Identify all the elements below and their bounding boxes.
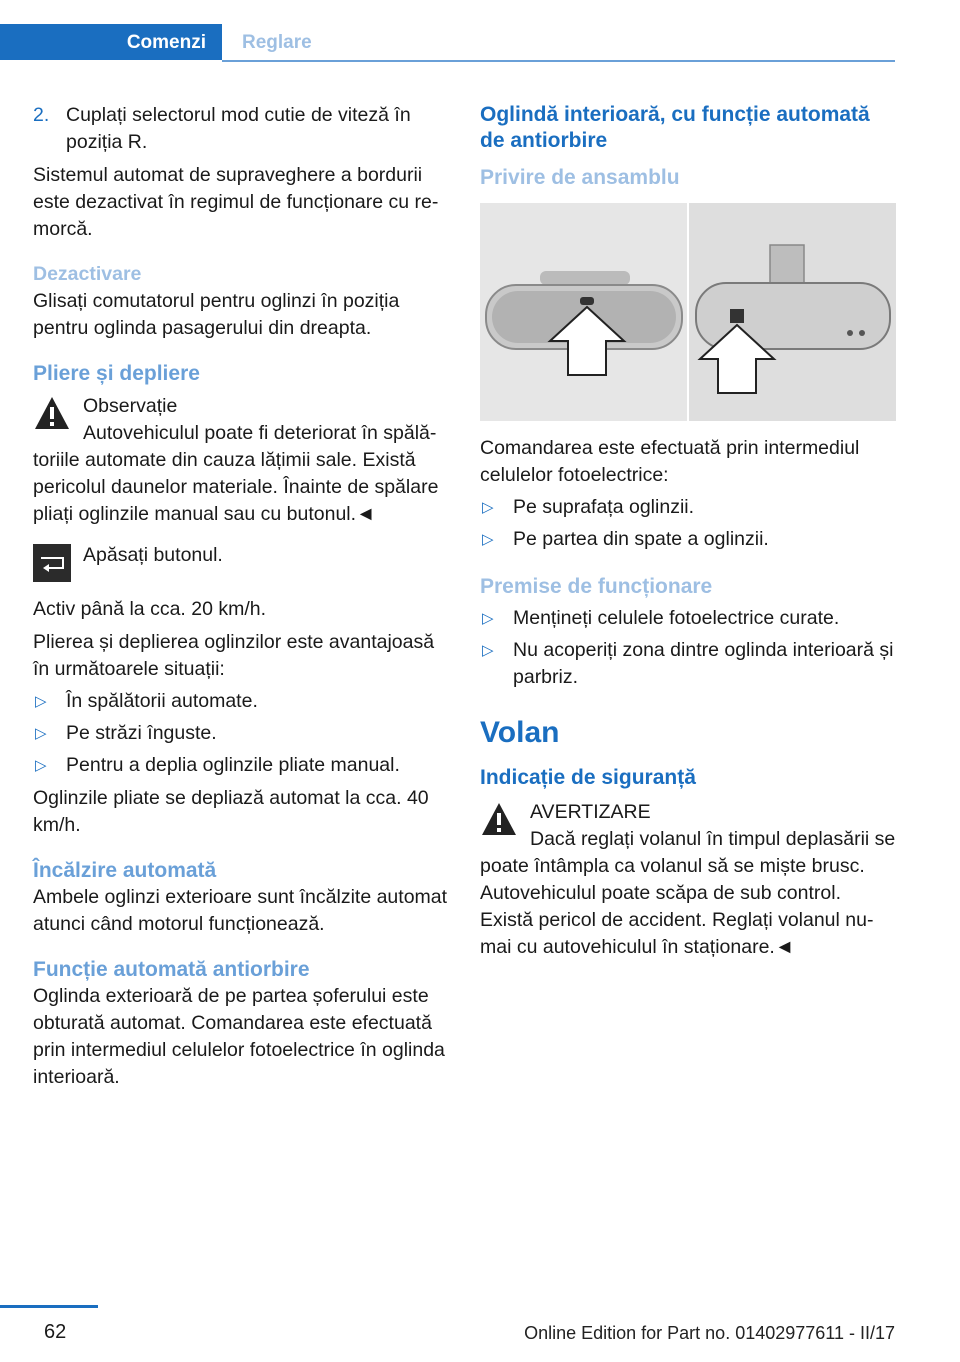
list-item: ▷ Pe suprafața oglinzii. (480, 494, 896, 521)
paragraph: Sistemul automat de supraveghere a bordurii este dezactivat în regimul de funcționare cu remorcă. (33, 164, 439, 240)
heading-indicatie: Indicație de siguranță (480, 766, 696, 789)
heading-pliere: Pliere și depliere (33, 362, 200, 385)
paragraph: Oglinzile pliate se depliază automat la cca. 40 km/h. (33, 787, 429, 836)
mirror-photo (480, 203, 896, 421)
heading-volan: Volan (480, 716, 560, 749)
mirror-fold-button-icon (33, 544, 71, 582)
footer-edition: Online Edition for Part no. 01402977611 - II/17 (524, 1323, 895, 1343)
warning-triangle-icon (33, 395, 71, 431)
heading-incalzire: Încălzire automată (33, 859, 217, 882)
tab-comenzi[interactable] (0, 24, 222, 60)
fold-button-row (33, 542, 448, 592)
header-tabs (0, 24, 895, 62)
note-body: Autovehiculul poate fi deteriorat în spălătoriile automate din cauza lățimii sale. Există pericolul daunelor materiale. Înainte de spălare pliați oglinzile manual sau cu butonul.◄ (33, 422, 439, 525)
heading-antiorbire: Funcție automată antiorbire (33, 958, 310, 981)
triangle-bullet-icon: ▷ (482, 610, 494, 627)
list-item: ▷ Pentru a deplia oglinzile pliate manual. (33, 752, 448, 779)
step-text: Cuplați selectorul mod cutie de viteză în poziția R. (66, 104, 411, 153)
list-item: ▷ Pe străzi înguste. (33, 720, 448, 747)
button-instruction: Apăsați butonul. (83, 544, 223, 566)
paragraph: Plierea și deplierea oglinzilor este avantajoasă în următoarele situații: (33, 631, 435, 680)
left-column (33, 102, 448, 1091)
paragraph: Comandarea este efectuată prin intermediul celulelor fotoelectrice: (480, 437, 860, 486)
note-block (33, 393, 448, 420)
footer-rule (0, 1305, 98, 1308)
warning-triangle-icon (480, 801, 518, 837)
warning-title: AVERTIZARE (530, 801, 651, 823)
paragraph: Oglinda exterioară de pe partea șoferului este obturată automat. Comandarea este efectuată prin intermediul celulelor fotoelectrice în oglinda interioară. (33, 985, 445, 1088)
heading-ansamblu: Privire de ansamblu (480, 166, 680, 189)
triangle-bullet-icon: ▷ (482, 642, 494, 659)
tab-reglare-label: Reglare (242, 32, 312, 53)
list-item: ▷ În spălătorii automate. (33, 688, 448, 715)
warning-body: Dacă reglați volanul în timpul deplasării se poate întâmpla ca volanul să se miște brusc. Autovehiculul poate scăpa de sub control. Există pericol de accident. Reglați volanul numai cu autovehiculul în staționare.◄ (480, 828, 896, 958)
step-item (33, 102, 448, 156)
right-column (480, 102, 896, 961)
paragraph: Glisați comutatorul pentru oglinzi în poziția pentru oglinda pasagerului din dreapta. (33, 290, 400, 339)
tab-comenzi-label: Comenzi (126, 32, 206, 53)
list-item: ▷ Mențineți celulele fotoelectrice curate. (480, 605, 896, 632)
warning-block (480, 799, 896, 826)
rearview-mirror-illustration (480, 203, 896, 421)
paragraph: Ambele oglinzi exterioare sunt încălzite automat atunci când motorul funcționează. (33, 886, 448, 935)
list-item: ▷ Pe partea din spate a oglinzii. (480, 526, 896, 553)
heading-dezactivare: Dezactivare (33, 263, 142, 285)
note-title: Observație (83, 395, 178, 417)
triangle-bullet-icon: ▷ (482, 499, 494, 516)
list-item: ▷ Nu acoperiți zona dintre oglinda interioară și parbriz. (482, 639, 894, 688)
triangle-bullet-icon: ▷ (35, 725, 47, 742)
triangle-bullet-icon: ▷ (482, 531, 494, 548)
heading-oglinda: Oglindă interioară, cu funcție automată de antiorbire (480, 103, 870, 152)
triangle-bullet-icon: ▷ (35, 693, 47, 710)
paragraph: Activ până la cca. 20 km/h. (33, 598, 267, 620)
triangle-bullet-icon: ▷ (35, 757, 47, 774)
page-number: 62 (44, 1321, 67, 1343)
tab-reglare[interactable] (222, 24, 895, 62)
step-number: 2. (33, 104, 50, 126)
heading-premise: Premise de funcționare (480, 575, 713, 598)
